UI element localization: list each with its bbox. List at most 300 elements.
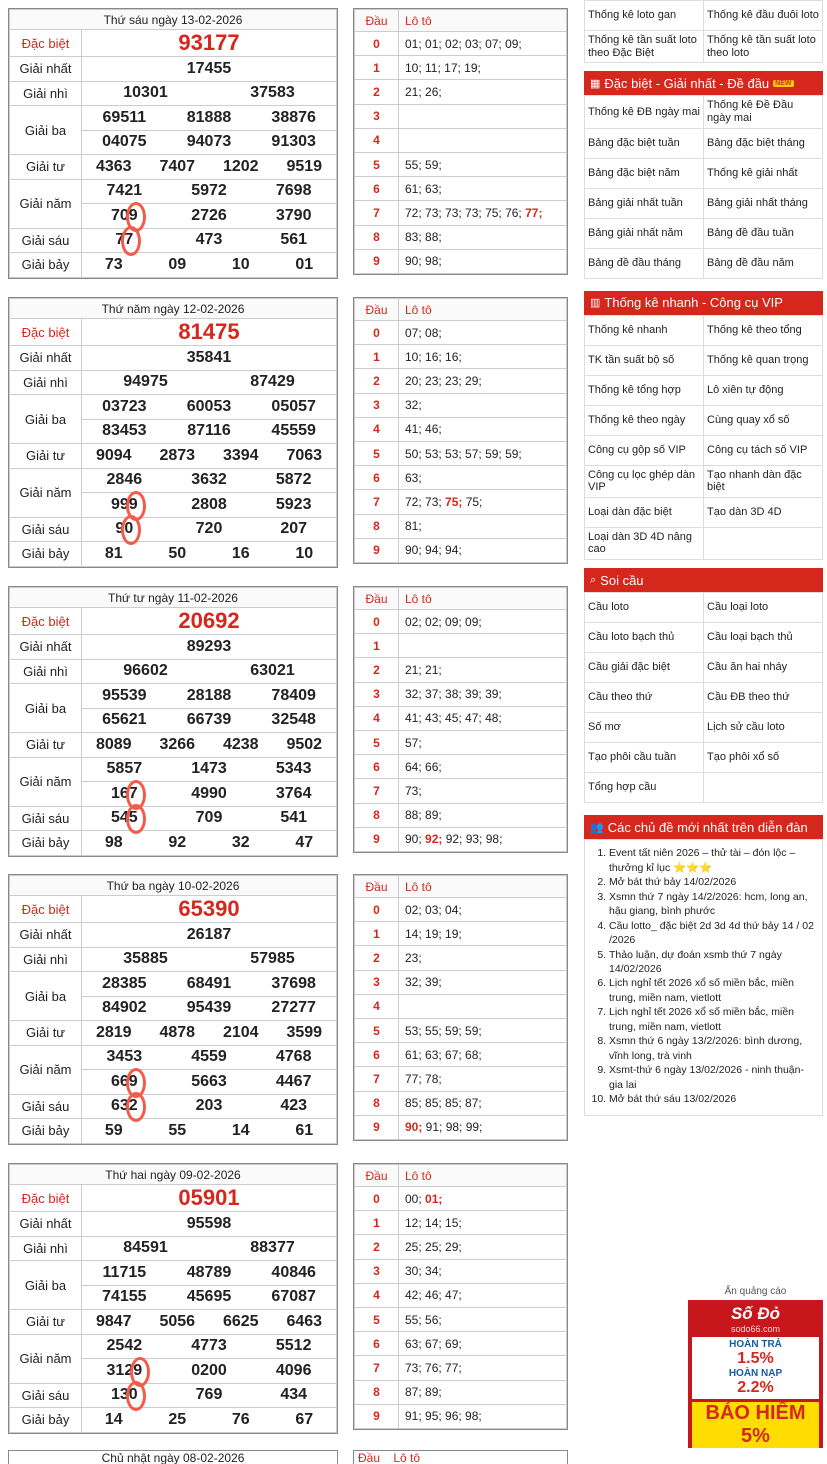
table-icon: ▦ [590, 77, 601, 90]
dau-digit: 3 [355, 970, 399, 994]
result-table [8, 297, 338, 568]
label-db: Đặc biệt [10, 1185, 82, 1212]
prize-number: 769 [195, 1386, 223, 1404]
stats-link[interactable]: Tạo nhanh dàn đặc biệt [704, 465, 823, 497]
loto-row: 77; 78; [399, 1067, 567, 1091]
label-g7: Giải bảy [10, 1119, 82, 1144]
stats-link[interactable]: Bảng giải nhất tuần [585, 188, 704, 218]
stats-link[interactable]: Cầu loto [585, 593, 704, 623]
stats-link[interactable]: Cầu loại loto [704, 593, 823, 623]
prize-number: 48789 [186, 1263, 232, 1281]
result-table [8, 586, 338, 857]
dau-digit: 3 [355, 682, 399, 706]
forum-topic-link[interactable]: 9. Xsmt-thứ 6 ngày 13/02/2026 - ninh thuận-gia lai [609, 1063, 816, 1092]
ad-banner[interactable] [688, 1300, 823, 1448]
day-title: Thứ sáu ngày 13-02-2026 [10, 10, 337, 30]
label-g3: Giải ba [10, 1261, 82, 1310]
loto-row: 57; [399, 730, 567, 754]
circled-digit: 5 [128, 809, 138, 827]
dau-header: Đầu [355, 876, 399, 898]
loto-row [399, 128, 567, 152]
stats-link[interactable]: Lô xiên tự động [704, 375, 823, 405]
forum-topic-link[interactable]: 8. Xsmn thứ 6 ngày 13/2/2026: bình dương, vĩnh long, trà vinh [609, 1034, 816, 1063]
dau-digit: 6 [355, 1043, 399, 1067]
prize-number: 9519 [286, 157, 323, 175]
circled-digit: 9 [128, 495, 138, 513]
label-g1: Giải nhất [10, 346, 82, 371]
stats-link[interactable]: Thống kê Đề Đầu ngày mai [704, 96, 823, 128]
dau-digit: 2 [355, 658, 399, 682]
ad-line2: HOÀN NẠP [728, 1368, 783, 1379]
prize-number: 92 [168, 833, 187, 851]
loto-row: 30; 34; [399, 1259, 567, 1283]
prize-number: 3394 [222, 446, 259, 464]
dau-digit: 0 [355, 610, 399, 634]
prize-number: 4238 [222, 735, 259, 753]
loto-row: 25; 25; 29; [399, 1235, 567, 1259]
loto-row: 01; 01; 02; 03; 07; 09; [399, 32, 567, 56]
stats-link[interactable]: Cầu loại bạch thủ [704, 623, 823, 653]
loto-row: 02; 03; 04; [399, 898, 567, 922]
dau-digit: 1 [355, 56, 399, 80]
prize-number: 98 [104, 833, 123, 851]
prize-number: 88377 [250, 1239, 295, 1257]
circled-digit: 9 [128, 206, 138, 224]
label-db: Đặc biệt [10, 608, 82, 635]
highlight-loto: 01; [425, 1191, 443, 1206]
loto-row: 07; 08; [399, 321, 567, 345]
prize-number: 68491 [186, 974, 232, 992]
dau-digit: 8 [355, 803, 399, 827]
prize-number: 10 [295, 544, 314, 562]
stats-link[interactable]: Công cụ tách số VIP [704, 435, 823, 465]
stats-link[interactable]: Loại dàn 3D 4D nâng cao [585, 527, 704, 559]
prize-number: 4768 [275, 1048, 312, 1066]
prize-number: 3790 [275, 206, 312, 224]
ad-value2: 2.2% [737, 1379, 774, 1396]
forum-topic-link[interactable]: 7. Lịch nghỉ tết 2026 xổ số miền bắc, miền trung, miền nam, vietlott [609, 1005, 816, 1034]
loto-row [399, 994, 567, 1018]
prize-number: 7698 [275, 182, 312, 200]
loto-row: 91; 95; 96; 98; [399, 1404, 567, 1428]
prize-number: 94975 [123, 373, 168, 391]
dau-digit: 7 [355, 1356, 399, 1380]
loto-row: 53; 55; 59; 59; [399, 1018, 567, 1042]
prize-number: 7063 [286, 446, 323, 464]
dau-digit: 9 [355, 1404, 399, 1428]
stats-link[interactable]: Tổng hợp cầu [585, 773, 704, 803]
stats-link[interactable] [704, 527, 823, 559]
prize-number: 1202 [222, 157, 259, 175]
stats-link[interactable]: Bảng đề đầu tuần [704, 218, 823, 248]
highlight-loto: 90; [405, 1120, 423, 1135]
loto-row: 10; 11; 17; 19; [399, 56, 567, 80]
label-g2: Giải nhì [10, 370, 82, 395]
stats-link[interactable]: Bảng đặc biệt năm [585, 158, 704, 188]
stats-link[interactable]: Số mơ [585, 713, 704, 743]
stats-link[interactable]: Công cụ gộp số VIP [585, 435, 704, 465]
dau-header: Đầu [355, 10, 399, 32]
dau-digit: 3 [355, 1259, 399, 1283]
circled-digit: 9 [133, 1361, 143, 1379]
dau-digit: 1 [355, 1211, 399, 1235]
label-g7: Giải bảy [10, 253, 82, 278]
dau-digit: 6 [355, 755, 399, 779]
prize-number: 28385 [102, 974, 147, 992]
prize-number: 7421 [106, 182, 143, 200]
loto-row: 63; [399, 466, 567, 490]
prize-number: 434 [280, 1386, 308, 1404]
prize-number: 9094 [95, 446, 132, 464]
dau-digit: 7 [355, 1067, 399, 1091]
circled-digit: 7 [124, 231, 134, 249]
prize-number: 5972 [191, 182, 227, 200]
chart-icon: ▥ [590, 297, 601, 310]
forum-topic-link[interactable]: 10. Mở bát thứ sáu 13/02/2026 [609, 1092, 816, 1106]
loto-row: 32; [399, 393, 567, 417]
prize-number: 2542 [106, 1337, 143, 1355]
prize-number: 10 [231, 255, 250, 273]
section-title-soicau: Soi cầu [600, 572, 644, 588]
dau-digit: 3 [355, 104, 399, 128]
prize-number: 67087 [271, 1288, 316, 1306]
prize-number: 3599 [286, 1023, 323, 1041]
label-g7: Giải bảy [10, 831, 82, 856]
prize-number: 3129 [106, 1361, 143, 1379]
loto-table [353, 874, 568, 1141]
prize-number: 720 [195, 520, 223, 538]
prize-number: 84902 [102, 999, 147, 1017]
prize-number: 473 [195, 231, 223, 249]
dau-digit: 6 [355, 177, 399, 201]
dau-header: Đầu [355, 299, 399, 321]
day-title: Thứ năm ngày 12-02-2026 [10, 299, 337, 319]
hide-ad-link[interactable]: Ẩn quảng cáo [724, 1286, 787, 1297]
stats-links-db [584, 95, 823, 278]
loto-row: 73; 76; 77; [399, 1356, 567, 1380]
stats-link[interactable]: Tạo phôi cầu tuần [585, 743, 704, 773]
label-g5: Giải năm [10, 179, 82, 228]
ad-site: sodo66.com [730, 1324, 781, 1334]
next-dau-label: Đầu [358, 1451, 381, 1464]
loto-row: 90; 91; 98; 99; [399, 1115, 567, 1139]
dau-digit: 2 [355, 1235, 399, 1259]
dau-digit: 9 [355, 249, 399, 273]
first-prize: 89293 [82, 635, 337, 660]
label-g5: Giải năm [10, 468, 82, 517]
label-g3: Giải ba [10, 106, 82, 155]
forum-topic-link[interactable]: 2. Mở bát thứ bảy 14/02/2026 [609, 875, 816, 889]
label-g5: Giải năm [10, 757, 82, 806]
prize-number: 90 [115, 520, 134, 538]
forum-topic-link[interactable]: 1. Event tất niên 2026 – thử tài – đón lộc – thưởng kỉ lục ⭐⭐⭐ [609, 846, 816, 875]
label-g7: Giải bảy [10, 1408, 82, 1433]
loto-row: 32; 39; [399, 970, 567, 994]
loto-row [399, 634, 567, 658]
section-header-vip [584, 291, 823, 315]
stats-link[interactable]: Thống kê theo tổng [704, 315, 823, 345]
dau-digit: 4 [355, 1283, 399, 1307]
stats-link[interactable]: Cùng quay xổ số [704, 405, 823, 435]
prize-number: 203 [195, 1097, 223, 1115]
prize-number: 5512 [275, 1337, 312, 1355]
prize-number: 87116 [187, 422, 231, 440]
prize-number: 2726 [191, 206, 227, 224]
prize-number: 16 [231, 544, 250, 562]
stats-link[interactable]: Thống kê đầu đuôi loto [704, 1, 823, 31]
prize-number: 4773 [191, 1337, 227, 1355]
stats-link[interactable]: Thống kê theo ngày [585, 405, 704, 435]
label-db: Đặc biệt [10, 896, 82, 923]
stats-link[interactable]: Thống kê tần suất loto theo loto [704, 31, 823, 63]
prize-number: 77 [115, 231, 134, 249]
loto-table [353, 297, 568, 564]
stats-link[interactable]: Cầu ăn hai nháy [704, 653, 823, 683]
day-title: Thứ ba ngày 10-02-2026 [10, 876, 337, 896]
label-g3: Giải ba [10, 395, 82, 444]
stats-link[interactable]: Cầu theo thứ [585, 683, 704, 713]
stats-link[interactable]: Tạo dàn 3D 4D [704, 497, 823, 527]
stats-link[interactable]: Thống kê giải nhất [704, 158, 823, 188]
prize-number: 63021 [250, 662, 295, 680]
dau-digit: 3 [355, 393, 399, 417]
section-header-soicau [584, 568, 823, 592]
loto-row: 90; 94; 94; [399, 538, 567, 562]
dau-digit: 7 [355, 201, 399, 225]
dau-digit: 5 [355, 730, 399, 754]
prize-number: 05057 [271, 397, 316, 415]
label-g4: Giải tư [10, 1021, 82, 1046]
stats-link[interactable]: Lịch sử cầu loto [704, 713, 823, 743]
loto-row [399, 104, 567, 128]
prize-number: 84591 [123, 1239, 168, 1257]
label-g4: Giải tư [10, 155, 82, 180]
stats-link[interactable]: Bảng đặc biệt tháng [704, 128, 823, 158]
loto-row: 72; 73; 75; 75; [399, 490, 567, 514]
prize-number: 14 [231, 1121, 250, 1139]
dau-digit: 0 [355, 32, 399, 56]
loto-header: Lô tô [399, 876, 567, 898]
stats-link[interactable]: Cầu ĐB theo thứ [704, 683, 823, 713]
stats-link[interactable]: Loại dàn đặc biệt [585, 497, 704, 527]
dau-digit: 8 [355, 225, 399, 249]
dau-digit: 6 [355, 1332, 399, 1356]
dau-digit: 4 [355, 994, 399, 1018]
label-g6: Giải sáu [10, 517, 82, 542]
dau-digit: 5 [355, 441, 399, 465]
forum-topic-link[interactable]: 5. Thảo luận, dự đoán xsmb thứ 7 ngày 14/02/2026 [609, 948, 816, 977]
circled-digit: 7 [128, 784, 138, 802]
result-table [8, 1163, 338, 1434]
loto-row: 55; 59; [399, 152, 567, 176]
prize-number: 45695 [186, 1288, 232, 1306]
prize-number: 3764 [275, 784, 312, 802]
prize-number: 3632 [191, 471, 227, 489]
prize-number: 45559 [271, 422, 316, 440]
loto-row: 02; 02; 09; 09; [399, 610, 567, 634]
loto-row: 00; 01; [399, 1187, 567, 1211]
prize-number: 03723 [102, 397, 147, 415]
label-g1: Giải nhất [10, 923, 82, 948]
prize-number: 999 [110, 495, 138, 513]
label-g5: Giải năm [10, 1045, 82, 1094]
dau-header: Đầu [355, 588, 399, 610]
loto-header: Lô tô [399, 588, 567, 610]
label-g2: Giải nhì [10, 947, 82, 972]
prize-number: 91303 [271, 133, 316, 151]
stats-link[interactable]: Tạo phôi xổ số [704, 743, 823, 773]
new-badge: NEW [775, 79, 792, 87]
loto-row: 61; 63; [399, 177, 567, 201]
loto-row: 50; 53; 53; 57; 59; 59; [399, 441, 567, 465]
stats-link[interactable]: Thống kê loto gan [585, 1, 704, 31]
circled-digit: 2 [128, 1097, 138, 1115]
prize-number: 2104 [222, 1023, 259, 1041]
label-g1: Giải nhất [10, 635, 82, 660]
circled-digit: 0 [124, 520, 134, 538]
result-table [8, 8, 338, 279]
label-db: Đặc biệt [10, 319, 82, 346]
prize-number: 423 [280, 1097, 308, 1115]
dau-digit: 7 [355, 779, 399, 803]
prize-number: 87429 [250, 373, 295, 391]
forum-topic-link[interactable]: 3. Xsmn thứ 7 ngày 14/2/2026: hcm, long an, hậu giang, bình phước [609, 890, 816, 919]
prize-number: 167 [110, 784, 138, 802]
prize-number: 73 [104, 255, 123, 273]
stats-link[interactable]: Thống kê ĐB ngày mai [585, 96, 704, 128]
prize-number: 78409 [271, 686, 316, 704]
dau-digit: 5 [355, 1018, 399, 1042]
prize-number: 28188 [186, 686, 232, 704]
section-title-db: Đặc biệt - Giải nhất - Đề đầu [604, 75, 770, 91]
label-g6: Giải sáu [10, 228, 82, 253]
loto-row: 63; 67; 69; [399, 1332, 567, 1356]
stats-link[interactable]: Bảng đề đầu tháng [585, 248, 704, 278]
prize-number: 5343 [275, 760, 312, 778]
stats-link[interactable]: Cầu loto bạch thủ [585, 623, 704, 653]
stats-link[interactable]: Bảng giải nhất tháng [704, 188, 823, 218]
dau-digit: 8 [355, 514, 399, 538]
label-g2: Giải nhì [10, 1236, 82, 1261]
sidebar [584, 0, 823, 1116]
stats-link[interactable]: Bảng đề đầu năm [704, 248, 823, 278]
label-g1: Giải nhất [10, 1212, 82, 1237]
forum-list [584, 839, 823, 1116]
prize-number: 2808 [191, 495, 227, 513]
highlight-loto: 77; [525, 205, 543, 220]
dau-digit: 9 [355, 538, 399, 562]
dau-digit: 0 [355, 898, 399, 922]
prize-number: 9502 [286, 735, 323, 753]
prize-number: 207 [280, 520, 308, 538]
circled-digit: 0 [128, 1386, 138, 1404]
prize-number: 10301 [123, 84, 168, 102]
prize-number: 55 [168, 1121, 187, 1139]
prize-number: 5857 [106, 760, 143, 778]
ad-line3: BẢO HIỂM 5% [692, 1402, 819, 1448]
loto-row: 72; 73; 73; 73; 75; 76; 77; [399, 201, 567, 225]
special-prize: 93177 [82, 30, 337, 57]
prize-number: 40846 [271, 1263, 316, 1281]
stats-link[interactable]: Thống kê quan trọng [704, 345, 823, 375]
stats-link[interactable] [704, 773, 823, 803]
stats-links-vip [584, 315, 823, 561]
loto-header: Lô tô [399, 1165, 567, 1187]
prize-number: 81 [104, 544, 123, 562]
special-prize: 81475 [82, 319, 337, 346]
next-day-title: Chủ nhật ngày 08-02-2026 [8, 1450, 338, 1464]
result-table [8, 874, 338, 1145]
dau-digit: 1 [355, 345, 399, 369]
stats-link[interactable]: Bảng giải nhất năm [585, 218, 704, 248]
dau-digit: 5 [355, 152, 399, 176]
stats-link[interactable]: Công cụ lọc ghép dàn VIP [585, 465, 704, 497]
prize-number: 66739 [186, 711, 232, 729]
forum-topic-link[interactable]: 6. Lịch nghỉ tết 2026 xổ số miền bắc, miền trung, miền nam, vietlott [609, 976, 816, 1005]
first-prize: 17455 [82, 57, 337, 82]
highlight-loto: 92; [425, 832, 443, 847]
prize-number: 4990 [191, 784, 227, 802]
dau-digit: 8 [355, 1380, 399, 1404]
dau-digit: 8 [355, 1091, 399, 1115]
loto-row: 21; 21; [399, 658, 567, 682]
stats-link[interactable]: Thống kê tần suất loto theo Đặc Biệt [585, 31, 704, 63]
prize-number: 561 [280, 231, 308, 249]
prize-number: 94073 [186, 133, 232, 151]
dau-digit: 4 [355, 417, 399, 441]
loto-row: 85; 85; 85; 87; [399, 1091, 567, 1115]
prize-number: 9847 [95, 1312, 132, 1330]
stats-link[interactable]: Thống kê tổng hợp [585, 375, 704, 405]
loto-row: 10; 16; 16; [399, 345, 567, 369]
highlight-loto: 75; [445, 494, 463, 509]
section-title-vip: Thống kê nhanh - Công cụ VIP [604, 295, 783, 311]
forum-topic-link[interactable]: 4. Cầu lotto_ đặc biệt 2d 3d 4d thứ bảy 14 / 02 /2026 [609, 919, 816, 948]
ad-brand: Số Đỏ [730, 1304, 781, 1323]
prize-number: 3453 [106, 1048, 143, 1066]
stats-link[interactable]: TK tần suất bộ số [585, 345, 704, 375]
ad-line1: HOÀN TRẢ [729, 1339, 782, 1350]
loto-row: 41; 46; [399, 417, 567, 441]
label-g4: Giải tư [10, 733, 82, 758]
prize-number: 632 [110, 1097, 138, 1115]
stats-link[interactable]: Cầu giải đặc biệt [585, 653, 704, 683]
loto-row: 55; 56; [399, 1307, 567, 1331]
prize-number: 38876 [271, 108, 316, 126]
dau-digit: 1 [355, 634, 399, 658]
loto-table [353, 1163, 568, 1430]
prize-number: 76 [231, 1410, 250, 1428]
label-g1: Giải nhất [10, 57, 82, 82]
label-g6: Giải sáu [10, 1094, 82, 1119]
section-header-db [584, 71, 823, 95]
dau-digit: 9 [355, 827, 399, 851]
stats-links-top [584, 0, 823, 63]
prize-number: 69511 [102, 108, 147, 126]
loto-row: 87; 89; [399, 1380, 567, 1404]
stats-link[interactable]: Bảng đặc biệt tuần [585, 128, 704, 158]
dau-digit: 0 [355, 321, 399, 345]
first-prize: 26187 [82, 923, 337, 948]
loto-row: 42; 46; 47; [399, 1283, 567, 1307]
special-prize: 05901 [82, 1185, 337, 1212]
stats-link[interactable]: Thống kê nhanh [585, 315, 704, 345]
dau-digit: 7 [355, 490, 399, 514]
loto-row: 32; 37; 38; 39; 39; [399, 682, 567, 706]
prize-number: 25 [168, 1410, 187, 1428]
prize-number: 669 [110, 1072, 138, 1090]
loto-row: 88; 89; [399, 803, 567, 827]
